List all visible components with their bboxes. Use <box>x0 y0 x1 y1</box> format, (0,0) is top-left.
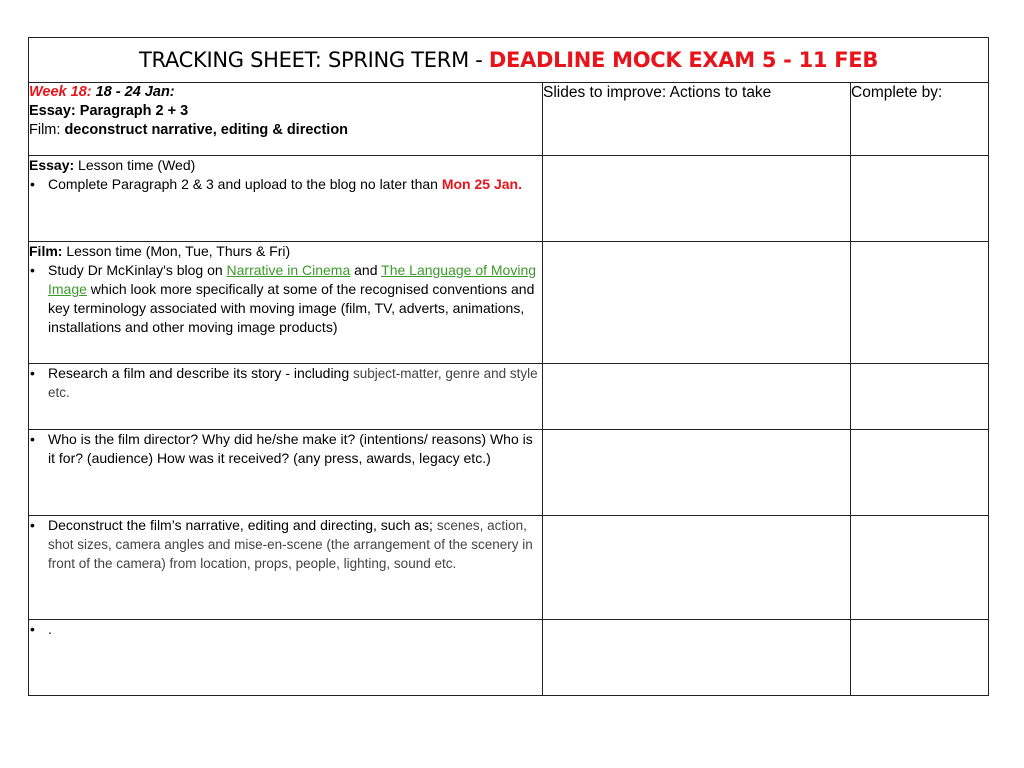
title-deadline: DEADLINE MOCK EXAM 5 - 11 FEB <box>488 48 879 72</box>
sheet-title <box>29 38 989 83</box>
essay-task-text: Complete Paragraph 2 & 3 and upload to the blog no later than <box>48 176 442 192</box>
research-text-2: subject-matter, genre and style etc. <box>48 366 538 400</box>
deconstruct-row <box>29 516 989 620</box>
film-time: Lesson time (Mon, Tue, Thurs & Fri) <box>62 243 291 259</box>
empty-row <box>29 620 989 696</box>
film-actions-cell[interactable] <box>543 242 851 364</box>
film-text-2: and <box>350 262 382 278</box>
title-main: TRACKING SHEET: SPRING TERM - <box>138 48 489 72</box>
film-row <box>29 242 989 364</box>
film-heading-task: deconstruct narrative, editing & direction <box>64 122 349 138</box>
complete-by-column-header <box>851 83 989 156</box>
deconstruct-text-1: Deconstruct the film’s narrative, editing and directing, such as; <box>48 517 437 533</box>
deconstruct-text-2: scenes, action, shot sizes, camera angles and mise-en-scene (the arrangement of the scenery in front of the camera) from location, props, people, lighting, sound etc. <box>48 518 533 571</box>
empty-task-cell <box>29 620 543 696</box>
deconstruct-actions-cell[interactable] <box>543 516 851 620</box>
director-complete-by-cell[interactable] <box>851 430 989 516</box>
list-item <box>29 430 542 468</box>
director-text: Who is the film director? Why did he/she make it? (intentions/ reasons) Who is it for? (audience) How was it received? (any press, awards, legacy etc.) <box>48 431 533 466</box>
essay-row <box>29 156 989 242</box>
header-row <box>29 83 989 156</box>
tracking-sheet-table <box>28 37 989 696</box>
actions-header-text: Slides to improve: Actions to take <box>543 84 772 101</box>
research-row <box>29 364 989 430</box>
list-item <box>29 175 542 194</box>
essay-actions-cell[interactable] <box>543 156 851 242</box>
film-task-cell <box>29 242 543 364</box>
essay-task-cell <box>29 156 543 242</box>
list-item <box>29 620 542 639</box>
director-actions-cell[interactable] <box>543 430 851 516</box>
film-label: Film: <box>29 243 63 259</box>
bullet-icon: • <box>30 621 35 637</box>
director-task-cell <box>29 430 543 516</box>
essay-complete-by-cell[interactable] <box>851 156 989 242</box>
language-of-moving-image-link[interactable]: The Language of Moving Image <box>48 262 537 297</box>
research-complete-by-cell[interactable] <box>851 364 989 430</box>
research-text-1: Research a film and describe its story - including <box>48 365 354 381</box>
film-text-1: Study Dr McKinlay's blog on <box>48 262 227 278</box>
essay-label: Essay: <box>29 157 75 173</box>
film-text-3: which look more specifically at some of the recognised conventions and key terminology associated with moving image (film, TV, adverts, animations, installations and other moving image products) <box>48 281 535 335</box>
deconstruct-complete-by-cell[interactable] <box>851 516 989 620</box>
empty-actions-cell[interactable] <box>543 620 851 696</box>
essay-time: Lesson time (Wed) <box>74 157 196 173</box>
bullet-icon: • <box>30 431 35 447</box>
bullet-icon: • <box>30 365 35 381</box>
research-actions-cell[interactable] <box>543 364 851 430</box>
research-task-cell <box>29 364 543 430</box>
essay-deadline: Mon 25 Jan. <box>441 176 522 192</box>
complete-by-header-text: Complete by: <box>851 84 943 101</box>
film-complete-by-cell[interactable] <box>851 242 989 364</box>
film-heading-label: Film: <box>29 122 65 138</box>
week-header-cell <box>29 83 543 156</box>
week-label: Week 18: <box>29 84 92 100</box>
actions-column-header <box>543 83 851 156</box>
title-row <box>29 38 989 83</box>
bullet-icon: • <box>30 176 35 192</box>
narrative-in-cinema-link[interactable]: Narrative in Cinema <box>226 262 351 278</box>
list-item <box>29 261 542 337</box>
director-row <box>29 430 989 516</box>
bullet-icon: • <box>30 517 35 533</box>
empty-text: . <box>48 621 52 637</box>
list-item <box>29 516 542 573</box>
deconstruct-task-cell <box>29 516 543 620</box>
essay-heading: Essay: Paragraph 2 + 3 <box>29 103 189 119</box>
empty-complete-by-cell[interactable] <box>851 620 989 696</box>
bullet-icon: • <box>30 262 35 278</box>
week-dates: 18 - 24 Jan: <box>95 84 175 100</box>
list-item <box>29 364 542 402</box>
